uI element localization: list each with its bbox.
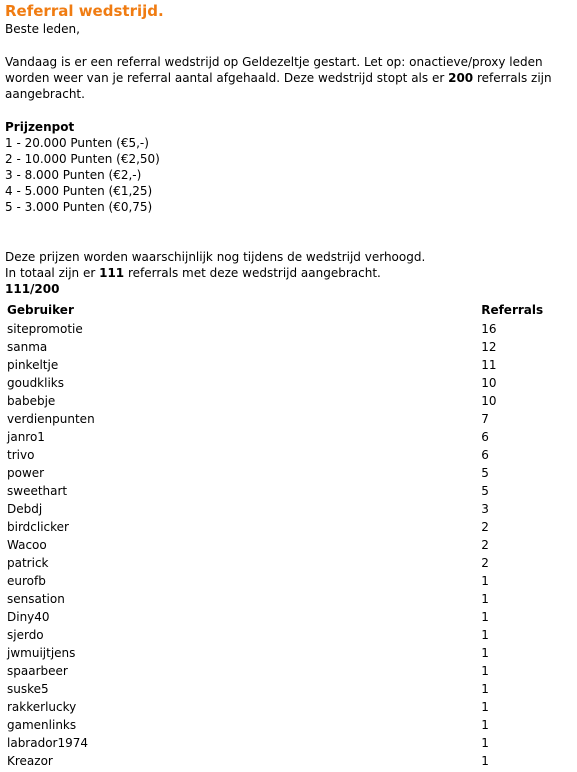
referrals-cell: 5: [481, 484, 489, 498]
referrals-cell: 2: [481, 520, 489, 534]
user-cell: sjerdo: [7, 628, 44, 642]
table-row: [5, 734, 565, 752]
table-row: [5, 410, 565, 428]
referrals-cell: 11: [481, 358, 497, 372]
column-header-user: Gebruiker: [7, 303, 74, 317]
referrals-cell: 12: [481, 340, 497, 354]
referrals-cell: 6: [481, 430, 489, 444]
user-cell: jwmuijtjens: [7, 646, 76, 660]
table-row: [5, 626, 565, 644]
table-row: [5, 338, 565, 356]
referrals-cell: 1: [481, 664, 489, 678]
prize-heading: [5, 119, 572, 135]
user-cell: pinkeltje: [7, 358, 59, 372]
user-cell: sensation: [7, 592, 65, 606]
referrals-cell: 7: [481, 412, 489, 426]
user-cell: babebje: [7, 394, 56, 408]
referral-table: [5, 302, 565, 770]
referrals-cell: 6: [481, 448, 489, 462]
user-cell: Diny40: [7, 610, 50, 624]
user-cell: verdienpunten: [7, 412, 95, 426]
referrals-cell: 5: [481, 466, 489, 480]
user-cell: goudkliks: [7, 376, 64, 390]
spacer: [5, 232, 572, 249]
prize-item: 1 - 20.000 Punten (€5,-): [5, 136, 149, 150]
referrals-cell: 1: [481, 610, 489, 624]
user-cell: Debdj: [7, 502, 43, 516]
page-title: Referral wedstrijd.: [5, 2, 164, 20]
referrals-cell: 1: [481, 628, 489, 642]
table-row: [5, 428, 565, 446]
table-row: [5, 536, 565, 554]
table-row: [5, 680, 565, 698]
referrals-cell: 1: [481, 574, 489, 588]
user-cell: janro1: [7, 430, 45, 444]
user-cell: Kreazor: [7, 754, 53, 768]
user-cell: trivo: [7, 448, 35, 462]
referrals-cell: 1: [481, 700, 489, 714]
referrals-cell: 1: [481, 682, 489, 696]
prize-note: Deze prijzen worden waarschijnlijk nog tijdens de wedstrijd verhoogd.: [5, 250, 426, 264]
user-cell: labrador1974: [7, 736, 89, 750]
prize-item: 3 - 8.000 Punten (€2,-): [5, 168, 142, 182]
prize-item: 4 - 5.000 Punten (€1,25): [5, 184, 153, 198]
table-row: [5, 644, 565, 662]
referrals-cell: 3: [481, 502, 489, 516]
intro-target-count: 200: [448, 71, 474, 85]
table-header-row: [5, 302, 565, 320]
user-cell: rakkerlucky: [7, 700, 77, 714]
user-cell: sanma: [7, 340, 48, 354]
referrals-cell: 1: [481, 754, 489, 768]
table-row: [5, 392, 565, 410]
column-header-referrals: Referrals: [481, 303, 544, 317]
table-row: [5, 752, 565, 770]
prize-list: [5, 135, 572, 215]
prize-heading-label: Prijzenpot: [5, 120, 75, 134]
intro-text-part2: referrals zijn aangebracht.: [5, 71, 552, 101]
prize-item: 2 - 10.000 Punten (€2,50): [5, 152, 160, 166]
table-row: [5, 554, 565, 572]
table-row: [5, 716, 565, 734]
progress-counter: [5, 281, 572, 297]
table-row: [5, 500, 565, 518]
total-text-part2: referrals met deze wedstrijd aangebracht.: [124, 266, 381, 280]
intro-text-part1: Vandaag is er een referral wedstrijd op Geldezeltje gestart. Let op: onactieve/proxy leden worden weer van je referral aantal afgehaald. Deze wedstrijd stopt als er: [5, 55, 543, 85]
referrals-cell: 2: [481, 538, 489, 552]
user-cell: birdclicker: [7, 520, 69, 534]
table-row: [5, 356, 565, 374]
user-cell: suske5: [7, 682, 49, 696]
referrals-cell: 10: [481, 376, 497, 390]
user-cell: gamenlinks: [7, 718, 77, 732]
greeting: Beste leden,: [5, 22, 80, 36]
table-row: [5, 482, 565, 500]
table-row: [5, 446, 565, 464]
total-text-part1: In totaal zijn er: [5, 266, 100, 280]
referrals-cell: 2: [481, 556, 489, 570]
referrals-cell: 16: [481, 322, 497, 336]
table-row: [5, 662, 565, 680]
table-row: [5, 572, 565, 590]
referrals-cell: 1: [481, 736, 489, 750]
table-row: [5, 608, 565, 626]
referrals-cell: 10: [481, 394, 497, 408]
progress-value: 111/200: [5, 282, 60, 296]
user-cell: spaarbeer: [7, 664, 68, 678]
table-row: [5, 320, 565, 338]
spacer: [5, 37, 572, 54]
user-cell: Wacoo: [7, 538, 47, 552]
user-cell: power: [7, 466, 45, 480]
spacer: [5, 215, 572, 232]
spacer: [5, 102, 572, 119]
user-cell: sweethart: [7, 484, 68, 498]
table-row: [5, 374, 565, 392]
user-cell: patrick: [7, 556, 49, 570]
total-text: [5, 265, 572, 281]
table-row: [5, 698, 565, 716]
prize-item: 5 - 3.000 Punten (€0,75): [5, 200, 153, 214]
table-row: [5, 464, 565, 482]
referrals-cell: 1: [481, 646, 489, 660]
user-cell: eurofb: [7, 574, 46, 588]
user-cell: sitepromotie: [7, 322, 83, 336]
table-row: [5, 590, 565, 608]
intro-text: [5, 54, 572, 102]
total-count: 111: [99, 266, 125, 280]
table-row: [5, 518, 565, 536]
referrals-cell: 1: [481, 592, 489, 606]
referrals-cell: 1: [481, 718, 489, 732]
